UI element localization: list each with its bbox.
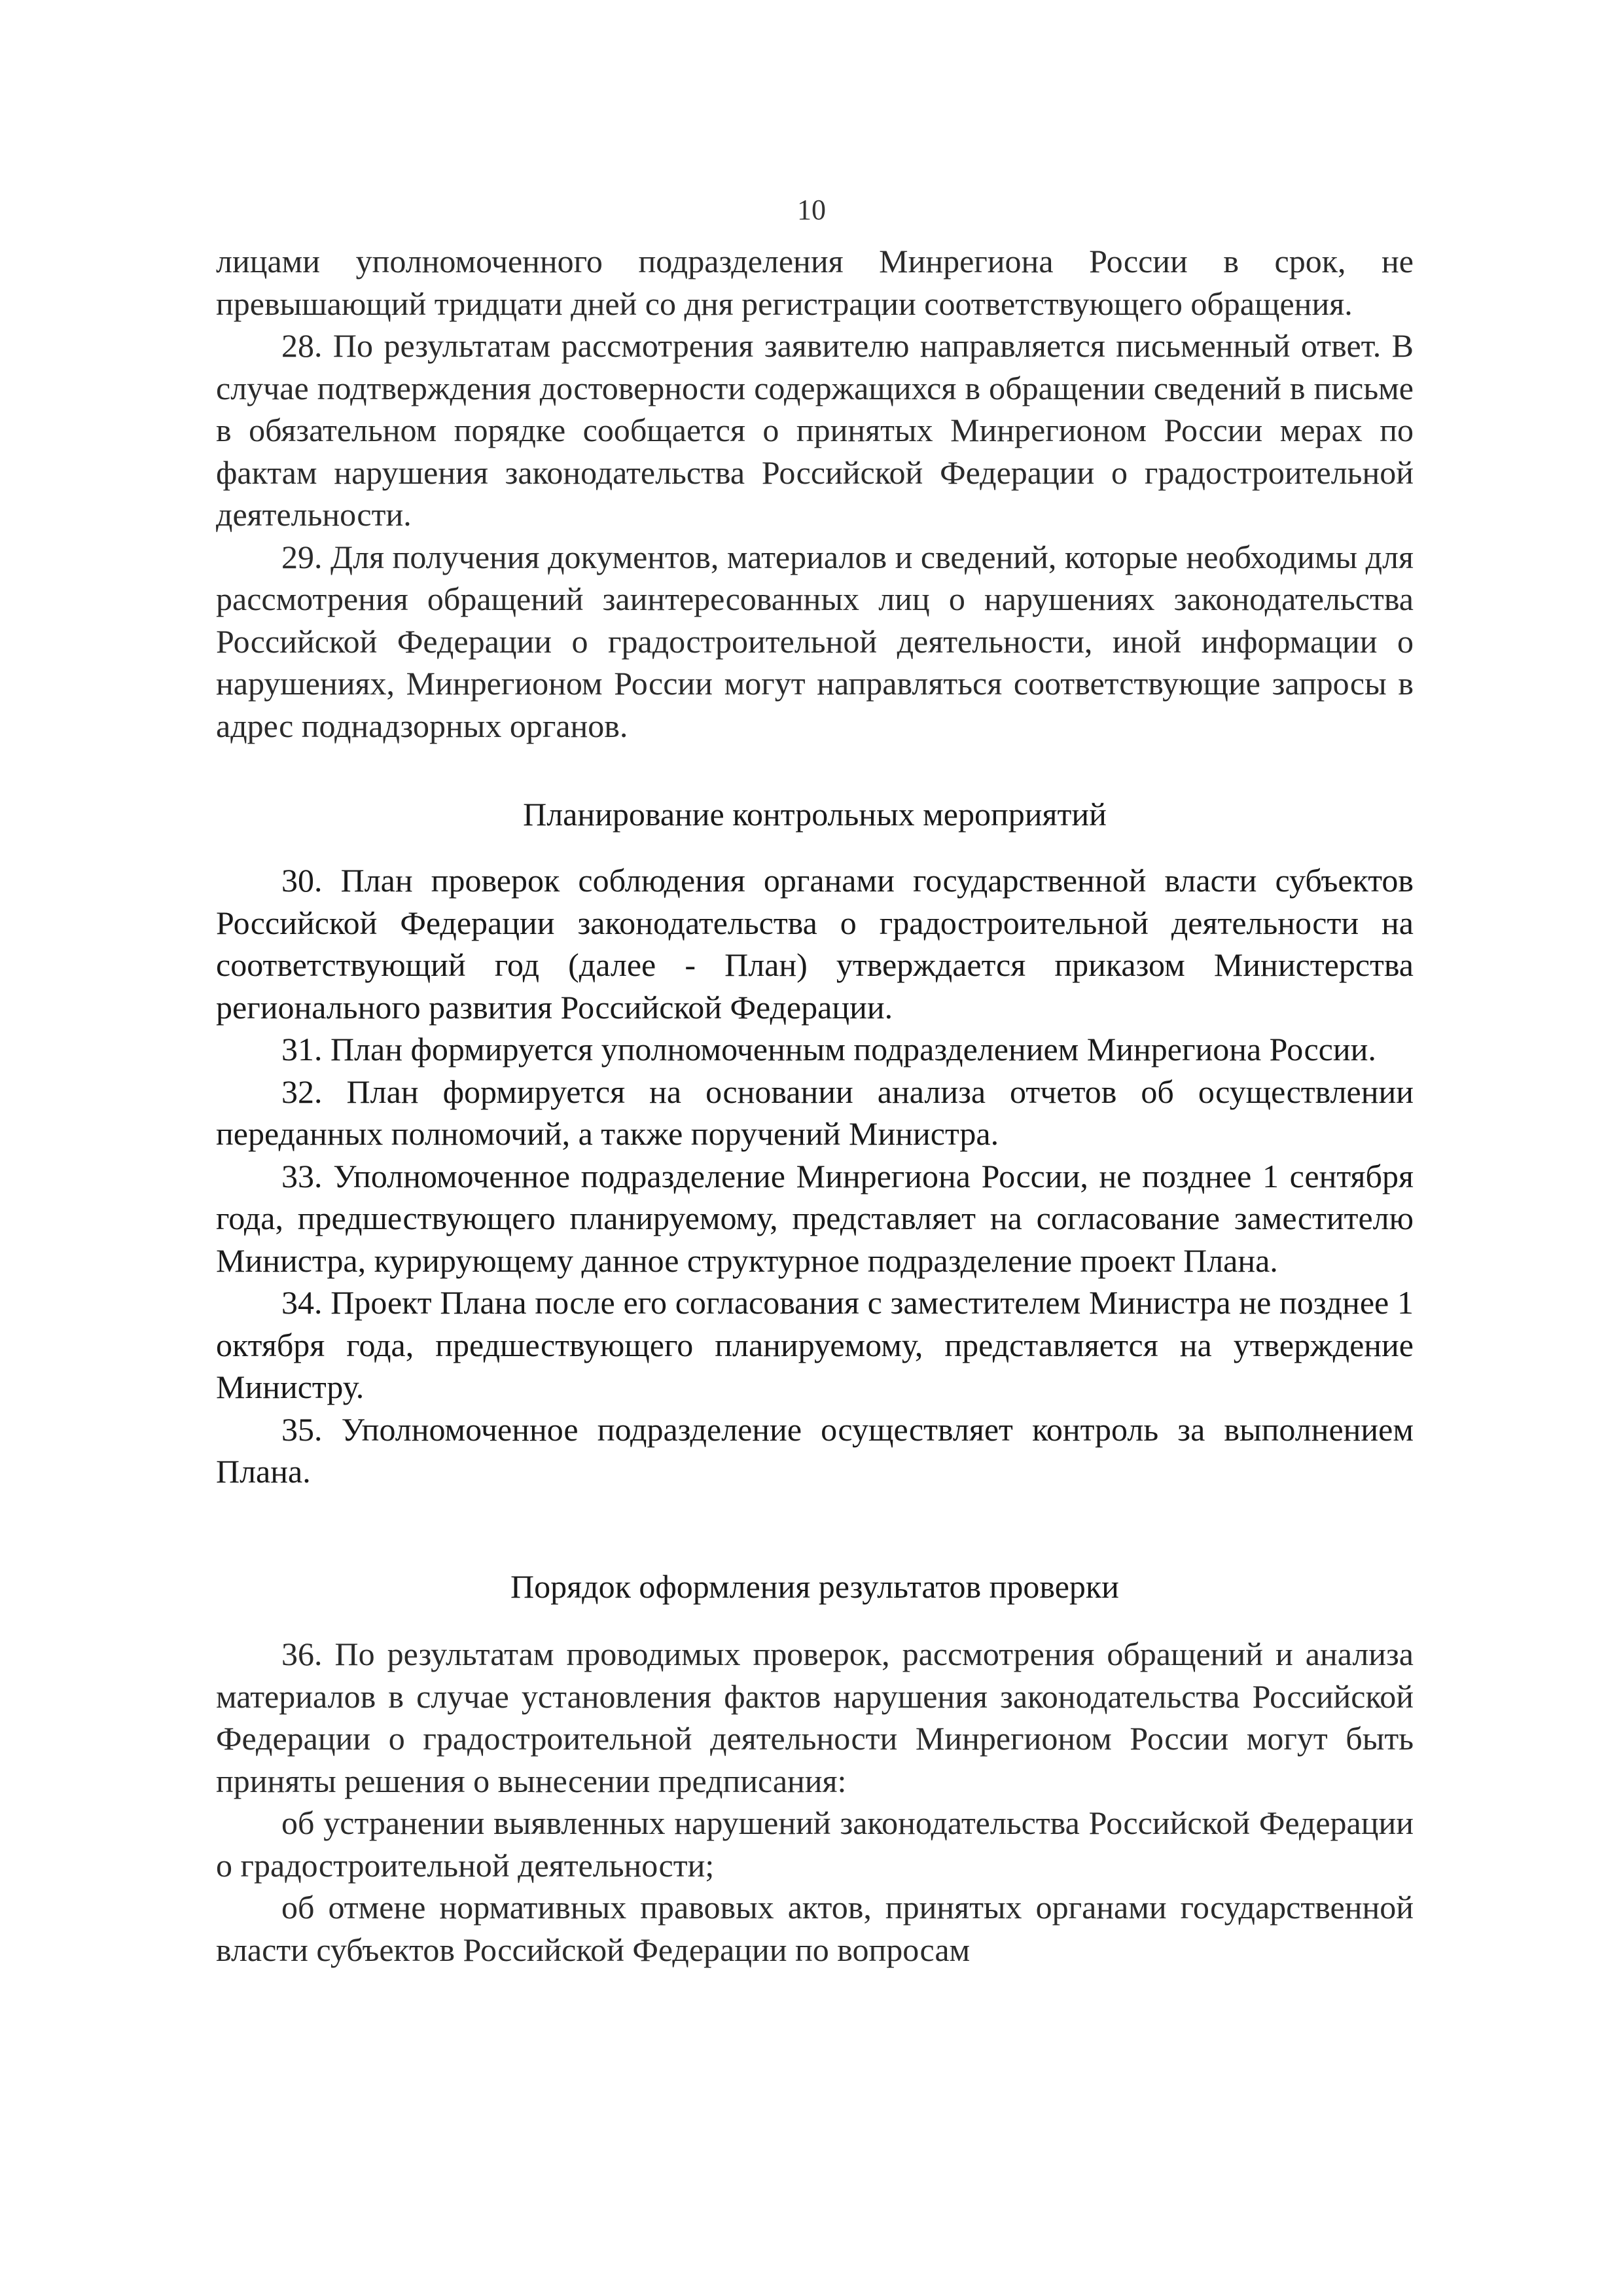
paragraph-28: 28. По результатам рассмотрения заявителю направляется письменный ответ. В случае подтверждения достоверности содержащихся в обращении сведений в письме в обязательном порядке сообщается о принятых Минрегионом России мерах по фактам нарушения законодательства Российской Федерации о градостроительной деятельности. <box>216 327 1414 533</box>
paragraph-continued: лицами уполномоченного подразделения Минрегиона России в срок, не превышающий тридцати дней со дня регистрации соответствующего обращения. <box>216 243 1414 322</box>
list-item-eliminate-violations: об устранении выявленных нарушений законодательства Российской Федерации о градостроительной деятельности; <box>216 1804 1414 1884</box>
paragraph-34: 34. Проект Плана после его согласования с заместителем Министра не позднее 1 октября года, предшествующего планируемому, представляется на утверждение Министру. <box>216 1284 1414 1405</box>
list-item-cancel-acts: об отмене нормативных правовых актов, принятых органами государственной власти субъектов Российской Федерации по вопросам <box>216 1889 1414 1968</box>
section-results-body <box>216 1633 1414 1971</box>
paragraph-31: 31. План формируется уполномоченным подразделением Минрегиона России. <box>281 1031 1376 1067</box>
page-number: 10 <box>797 194 826 226</box>
paragraph-29: 29. Для получения документов, материалов и сведений, которые необходимы для рассмотрения обращений заинтересованных лиц о нарушениях законодательства Российской Федерации о градостроительной деятельности, иной информации о нарушениях, Минрегионом России могут направляться соответствующие запросы в адрес поднадзорных органов. <box>216 538 1414 744</box>
section-planning-body <box>216 859 1414 1493</box>
section-planning-heading-block <box>216 793 1414 836</box>
section-results-heading-block <box>216 1566 1414 1608</box>
section-heading-results: Порядок оформления результатов проверки <box>510 1568 1119 1605</box>
paragraph-30: 30. План проверок соблюдения органами государственной власти субъектов Российской Федерации законодательства о градостроительной деятельности на соответствующий год (далее - План) утверждается приказом Министерства регионального развития Российской Федерации. <box>216 862 1414 1026</box>
paragraph-33: 33. Уполномоченное подразделение Минрегиона России, не позднее 1 сентября года, предшествующего планируемому, представляет на согласование заместителю Министра, курирующему данное структурное подразделение проект Плана. <box>216 1157 1414 1279</box>
paragraph-32: 32. План формируется на основании анализа отчетов об осуществлении переданных полномочий, а также поручений Министра. <box>216 1073 1414 1152</box>
continued-text-block <box>216 240 1414 747</box>
paragraph-36: 36. По результатам проводимых проверок, рассмотрения обращений и анализа материалов в случае установления фактов нарушения законодательства Российской Федерации о градостроительной деятельности Минрегионом России могут быть приняты решения о вынесении предписания: <box>216 1636 1414 1799</box>
paragraph-35: 35. Уполномоченное подразделение осуществляет контроль за выполнением Плана. <box>216 1410 1414 1490</box>
section-heading-planning: Планирование контрольных мероприятий <box>523 796 1107 833</box>
